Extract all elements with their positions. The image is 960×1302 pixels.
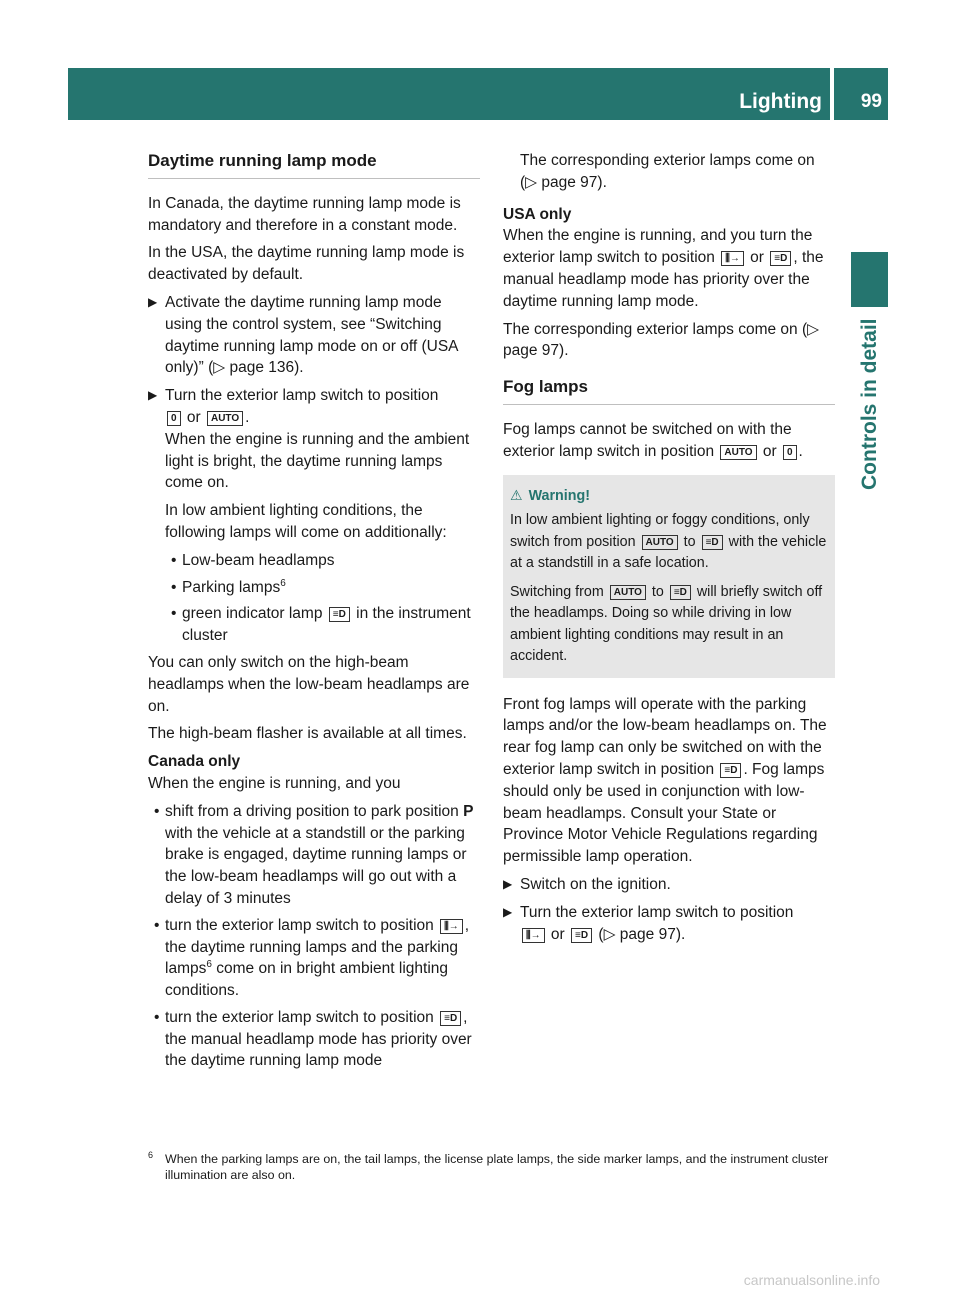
- paragraph: You can only switch on the high-beam headlamps when the low-beam headlamps are on.: [148, 653, 470, 715]
- low-beam-symbol: ≡D: [702, 535, 723, 550]
- list-item: [165, 577, 480, 599]
- auto-symbol: AUTO: [720, 445, 756, 460]
- parking-lamp-symbol: ⫼→: [721, 251, 744, 266]
- paragraph: The corresponding exterior lamps come on (▷ page 97).: [520, 152, 815, 191]
- instruction-step: ▶ Turn the exterior lamp switch to position 0 or AUTO . When the engine is running and the ambient light is bright, the daytime running lamps come on. In low ambient lighting conditions, the following lamps will come on additionally:: [148, 385, 480, 544]
- list-item: [165, 550, 480, 572]
- footnote-ref: 6: [280, 577, 286, 589]
- low-beam-symbol: ≡D: [670, 585, 691, 600]
- lamp-off-symbol: 0: [783, 445, 797, 460]
- text: or: [750, 249, 764, 267]
- step-text: Turn the exterior lamp switch to position: [520, 903, 794, 921]
- list-text: in the instrument cluster: [182, 605, 471, 645]
- text: (▷ page 97).: [598, 925, 686, 943]
- list-text: Parking lamps: [182, 578, 281, 596]
- paragraph: In the USA, the daytime running lamp mode is deactivated by default.: [148, 244, 465, 284]
- side-tab-marker: [851, 252, 888, 307]
- low-beam-symbol: ≡D: [440, 1011, 461, 1026]
- subheading: USA only: [503, 205, 572, 223]
- list-text: turn the exterior lamp switch to position: [165, 916, 434, 934]
- parking-lamp-symbol: ⫼→: [440, 919, 463, 934]
- paragraph: When the engine is running, and you: [148, 774, 401, 792]
- paragraph: [503, 694, 835, 868]
- lamp-off-symbol: 0: [167, 411, 181, 426]
- list-text: green indicator lamp: [182, 605, 323, 623]
- chapter-label: Controls in detail: [858, 318, 881, 490]
- text: will briefly switch off the headlamps. Doing so while driving in low ambient lighting conditions may result in an accident.: [510, 583, 823, 665]
- section-heading: Daytime running lamp mode: [148, 150, 480, 179]
- text: to: [651, 583, 664, 600]
- bullet-icon: •: [154, 1008, 160, 1026]
- paragraph: [503, 225, 835, 312]
- left-column: [148, 150, 480, 1077]
- step-text: Switch on the ignition.: [520, 875, 671, 893]
- list-text: come on in bright ambient lighting conditions.: [165, 960, 449, 1000]
- footnote-number: 6: [148, 1150, 154, 1160]
- bullet-icon: •: [154, 802, 160, 820]
- bullet-icon: •: [171, 551, 177, 569]
- watermark: carmanualsonline.info: [743, 1272, 880, 1288]
- step-detail: In low ambient lighting conditions, the following lamps will come on additionally:: [165, 502, 447, 541]
- step-text: Turn the exterior lamp switch to position: [165, 387, 439, 405]
- instruction-step: [148, 292, 480, 379]
- instruction-step: [503, 902, 835, 946]
- warning-box: [503, 475, 835, 678]
- text: In low ambient lighting or foggy conditions, only switch from position: [510, 512, 810, 550]
- bullet-icon: •: [171, 578, 177, 596]
- page-number: 99: [860, 91, 882, 112]
- list-text: with the vehicle at a standstill or the parking brake is engaged, daytime running lamps or the low-beam headlamps will go out with a delay of 3 minutes: [165, 824, 467, 907]
- footnote-ref: 6: [206, 959, 212, 971]
- text: to: [683, 533, 696, 550]
- paragraph: Fog lamps cannot be switched on with the exterior lamp switch in position AUTO or 0 .: [503, 420, 803, 460]
- list-item: [148, 801, 480, 910]
- text: with the vehicle at a standstill in a safe location.: [510, 533, 827, 572]
- subheading: Canada only: [148, 753, 241, 771]
- step-arrow-icon: ▶: [148, 388, 158, 403]
- bullet-icon: •: [154, 916, 160, 934]
- footnote-text: When the parking lamps are on, the tail lamps, the license plate lamps, the side marker lamps, and the instrument cluster illumination are also on.: [165, 1152, 829, 1182]
- list-text: shift from a driving position to park position: [165, 802, 459, 820]
- step-arrow-icon: ▶: [503, 876, 513, 891]
- warning-title: [510, 485, 827, 508]
- low-beam-symbol: ≡D: [770, 251, 791, 266]
- step-detail: When the engine is running and the ambient light is bright, the daytime running lamps come on.: [165, 430, 470, 492]
- paragraph: In Canada, the daytime running lamp mode is mandatory and therefore in a constant mode.: [148, 194, 461, 234]
- text: Front fog lamps will operate with the parking lamps and/or the low-beam headlamps on. The rear fog lamp can only be switched on with the exterior lamp switch in position: [503, 695, 827, 778]
- paragraph: The high-beam flasher is available at all times.: [148, 725, 467, 743]
- text: . Fog lamps should only be used in conjunction with low-beam headlamps. Consult your State or Province Motor Vehicle Regulations regarding permissible lamp operation.: [503, 760, 825, 866]
- list-text: , the daytime running lamps and the parking lamps: [165, 916, 470, 978]
- auto-symbol: AUTO: [610, 585, 646, 600]
- warning-paragraph: [510, 582, 827, 668]
- text: When the engine is running, and you turn the exterior lamp switch to position: [503, 227, 813, 267]
- list-text: turn the exterior lamp switch to position: [165, 1008, 434, 1026]
- right-column: [503, 150, 835, 951]
- step-arrow-icon: ▶: [503, 904, 513, 919]
- parking-lamp-symbol: ⫼→: [522, 928, 545, 943]
- warning-triangle-icon: ⚠: [510, 486, 523, 503]
- text: Switching from: [510, 583, 604, 600]
- text: or: [762, 442, 777, 460]
- auto-symbol: AUTO: [642, 535, 678, 550]
- instruction-step: [503, 874, 835, 896]
- bullet-icon: •: [171, 605, 177, 623]
- list-text: , the manual headlamp mode has priority over the daytime running lamp mode: [165, 1008, 472, 1070]
- paragraph: The corresponding exterior lamps come on (▷ page 97).: [503, 320, 820, 360]
- text: Fog lamps cannot be switched on with the exterior lamp switch in position: [503, 420, 792, 460]
- section-heading: Fog lamps: [503, 376, 835, 405]
- low-beam-symbol: ≡D: [571, 928, 592, 943]
- list-item: [148, 1007, 480, 1072]
- section-title: Lighting: [739, 90, 822, 113]
- text: or: [186, 408, 201, 426]
- warning-paragraph: [510, 510, 827, 575]
- header-separator: [830, 68, 834, 120]
- step-text: Activate the daytime running lamp mode using the control system, see “Switching daytime running lamp mode on or off (USA only)” (▷ page 136).: [165, 293, 458, 377]
- warning-title-text: Warning!: [528, 487, 590, 504]
- step-arrow-icon: ▶: [148, 294, 158, 309]
- list-item: [165, 603, 480, 647]
- low-beam-symbol: ≡D: [329, 607, 350, 622]
- list-text: Low-beam headlamps: [182, 551, 335, 569]
- auto-symbol: AUTO: [207, 411, 243, 426]
- text: , the manual headlamp mode has priority over the daytime running lamp mode.: [503, 249, 824, 310]
- low-beam-symbol: ≡D: [720, 763, 741, 778]
- text: or: [550, 925, 565, 943]
- footnote: [148, 1151, 838, 1183]
- list-item: [148, 915, 480, 1002]
- park-position-label: P: [463, 802, 474, 820]
